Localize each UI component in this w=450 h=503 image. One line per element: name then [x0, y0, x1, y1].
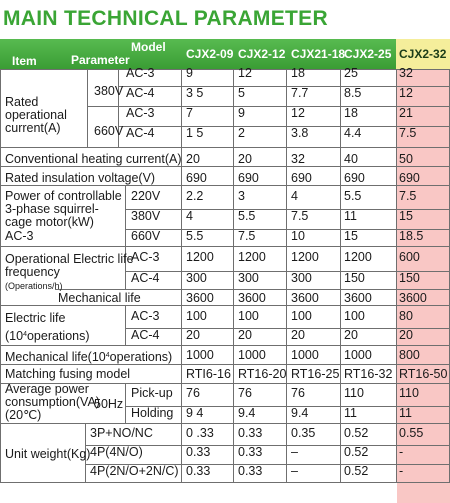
rated-current-row2-value-3: 7.7: [291, 86, 309, 100]
mechanical-life-value-1: 1000: [186, 348, 214, 362]
rated-current-row1-value-2: 12: [238, 66, 252, 80]
rated-current-row2-value-5: 12: [399, 86, 413, 100]
motor-power-row2-value-5: 15: [399, 209, 413, 223]
voltage-380v: 380V: [94, 84, 124, 98]
unit-weight-row1-value-4: 0.52: [344, 426, 369, 440]
motor-power-voltage-3: 660V: [131, 229, 161, 243]
insulation-voltage-value-2: 690: [238, 171, 259, 185]
motor-power-voltage-1: 220V: [131, 189, 161, 203]
rated-current-row4-value-2: 2: [238, 126, 245, 140]
mechanical-life-ops-value-3: 3600: [291, 291, 319, 305]
mechanical-life-value-3: 1000: [291, 348, 319, 362]
unit-weight-row2-value-1: 0.33: [186, 445, 211, 459]
motor-power-row2-value-3: 7.5: [291, 209, 309, 223]
model-header-3: CJX21-18: [291, 47, 346, 61]
mechanical-life-value-2: 1000: [238, 348, 266, 362]
rated-current-label-2: operational: [5, 108, 67, 122]
motor-power-row1-value-4: 5.5: [344, 189, 362, 203]
motor-power-voltage-2: 380V: [131, 209, 161, 223]
model-header-1: CJX2-09: [186, 47, 234, 61]
parameter-table: [0, 39, 450, 503]
unit-weight-row3-value-5: -: [399, 464, 404, 478]
rated-current-row1-value-5: 32: [399, 66, 413, 80]
power-mode-2: Holding: [131, 406, 174, 420]
model-header-5: CJX2-32: [399, 47, 447, 61]
voltage-660v: 660V: [94, 124, 124, 138]
mechanical-life-ops-value-4: 3600: [344, 291, 372, 305]
power-consumption-label-3: (20℃): [5, 408, 42, 422]
motor-power-row3-value-3: 10: [291, 229, 305, 243]
power-consumption-row2-value-4: 11: [344, 406, 357, 420]
unit-weight-row3-value-1: 0.33: [186, 464, 211, 478]
unit-weight-label: Unit weight(Kg): [5, 447, 91, 461]
ops-frequency-row2-value-3: 300: [291, 271, 312, 285]
rated-current-row4-value-5: 7.5: [399, 126, 417, 140]
insulation-voltage-value-3: 690: [291, 171, 312, 185]
electric-life-row2-value-5: 20: [399, 328, 413, 342]
fuse-value-3: RT16-25: [291, 367, 340, 381]
power-consumption-row2-value-5: 11: [399, 406, 412, 420]
power-consumption-row1-value-1: 76: [186, 386, 200, 400]
fuse-value-5: RT16-50: [399, 367, 448, 381]
heating-current-value-2: 20: [238, 152, 252, 166]
rated-current-row2-value-1: 3 5: [186, 86, 204, 100]
mechanical-life-ops-value-5: 3600: [399, 291, 427, 305]
rated-current-row3-value-1: 7: [186, 106, 193, 120]
electric-life-row1-value-3: 100: [291, 309, 312, 323]
model-label: Model: [131, 40, 166, 54]
unit-weight-config-2: 4P(4N/O): [90, 445, 143, 459]
heating-current-value-3: 32: [291, 152, 305, 166]
insulation-voltage-value-5: 690: [399, 171, 420, 185]
rated-current-row3-value-2: 9: [238, 106, 245, 120]
electric-life-label-1: Electric life: [5, 311, 66, 325]
rated-current-row1-value-1: 9: [186, 66, 193, 80]
ops-frequency-unit: (Operations/h): [5, 281, 63, 291]
electric-life-category-2: AC-4: [131, 328, 160, 342]
unit-weight-row3-value-3: –: [291, 464, 298, 478]
heating-current-value-5: 50: [399, 152, 413, 166]
power-consumption-row2-value-1: 9 4: [186, 406, 204, 420]
rated-current-category-4: AC-4: [126, 126, 155, 140]
unit-weight-config-1: 3P+NO/NC: [90, 426, 153, 440]
rated-current-row2-value-2: 5: [238, 86, 245, 100]
ops-frequency-row1-value-2: 1200: [238, 250, 266, 264]
electric-life-row1-value-4: 100: [344, 309, 365, 323]
ops-frequency-row1-value-3: 1200: [291, 250, 319, 264]
mechanical-life-value-5: 800: [399, 348, 420, 362]
rated-current-row3-value-3: 12: [291, 106, 305, 120]
rated-current-row1-value-3: 18: [291, 66, 305, 80]
motor-power-row3-value-2: 7.5: [238, 229, 256, 243]
power-consumption-row1-value-3: 76: [291, 386, 305, 400]
motor-power-row1-value-5: 7.5: [399, 189, 417, 203]
motor-power-row3-value-4: 15: [344, 229, 358, 243]
unit-weight-row1-value-2: 0.33: [238, 426, 263, 440]
ops-frequency-row1-value-1: 1200: [186, 250, 214, 264]
rated-current-label-1: Rated: [5, 95, 39, 109]
unit-weight-config-3: 4P(2N/O+2N/C): [90, 464, 179, 478]
unit-weight-row2-value-3: –: [291, 445, 298, 459]
model-header-4: CJX2-25: [344, 47, 392, 61]
fuse-value-4: RT16-32: [344, 367, 393, 381]
motor-power-row2-value-1: 4: [186, 209, 193, 223]
electric-life-row2-value-4: 20: [344, 328, 358, 342]
electric-life-row1-value-1: 100: [186, 309, 207, 323]
electric-life-row2-value-1: 20: [186, 328, 200, 342]
motor-power-label-2: 3-phase squirrel-: [5, 202, 99, 216]
insulation-voltage-value-1: 690: [186, 171, 207, 185]
power-consumption-row2-value-3: 9.4: [291, 406, 309, 420]
rated-current-row4-value-4: 4.4: [344, 126, 362, 140]
rated-current-row1-value-4: 25: [344, 66, 358, 80]
electric-life-row1-value-2: 100: [238, 309, 259, 323]
fuse-value-1: RTI6-16: [186, 367, 231, 381]
motor-power-row2-value-2: 5.5: [238, 209, 256, 223]
mechanical-life-ops-label: Mechanical life: [58, 291, 141, 305]
power-consumption-row1-value-5: 110: [399, 386, 419, 400]
unit-weight-row2-value-4: 0.52: [344, 445, 369, 459]
ops-frequency-row1-value-4: 1200: [344, 250, 372, 264]
unit-weight-row1-value-5: 0.55: [399, 426, 424, 440]
rated-current-row3-value-5: 21: [399, 106, 413, 120]
heating-current-value-4: 40: [344, 152, 358, 166]
ops-frequency-label-1: Operational Electric life: [5, 252, 134, 266]
rated-current-row4-value-3: 3.8: [291, 126, 309, 140]
electric-life-category-1: AC-3: [131, 309, 160, 323]
motor-power-row2-value-4: 11: [344, 209, 357, 223]
mechanical-life-ops-value-2: 3600: [238, 291, 266, 305]
rated-current-row4-value-1: 1 5: [186, 126, 204, 140]
mechanical-life-value-4: 1000: [344, 348, 372, 362]
ops-frequency-category-1: AC-3: [131, 250, 160, 264]
unit-weight-row2-value-2: 0.33: [238, 445, 263, 459]
ops-frequency-row2-value-5: 150: [399, 271, 420, 285]
unit-weight-row1-value-1: 0 .33: [186, 426, 214, 440]
unit-weight-row3-value-4: 0.52: [344, 464, 369, 478]
power-consumption-row2-value-2: 9.4: [238, 406, 256, 420]
electric-life-row2-value-2: 20: [238, 328, 252, 342]
insulation-voltage-label: Rated insulation voltage(V): [5, 171, 156, 185]
page-title: MAIN TECHNICAL PARAMETER: [3, 7, 328, 30]
ops-frequency-label-2: frequency: [5, 265, 60, 279]
ops-frequency-row1-value-5: 600: [399, 250, 420, 264]
fuse-value-2: RT16-20: [238, 367, 287, 381]
electric-life-row1-value-5: 80: [399, 309, 413, 323]
motor-power-label-4: AC-3: [5, 229, 34, 243]
rated-current-label-3: current(A): [5, 121, 61, 135]
unit-weight-row3-value-2: 0.33: [238, 464, 263, 478]
ops-frequency-row2-value-2: 300: [238, 271, 259, 285]
item-label: Item: [12, 54, 37, 68]
power-mode-1: Pick-up: [131, 386, 173, 400]
insulation-voltage-value-4: 690: [344, 171, 365, 185]
motor-power-row1-value-3: 4: [291, 189, 298, 203]
ops-frequency-row2-value-1: 300: [186, 271, 207, 285]
model-header-2: CJX2-12: [238, 47, 286, 61]
heating-current-label: Conventional heating current(A): [5, 152, 182, 166]
motor-power-row3-value-5: 18.5: [399, 229, 424, 243]
rated-current-category-1: AC-3: [126, 66, 155, 80]
ops-frequency-category-2: AC-4: [131, 271, 160, 285]
frequency-50hz: 50Hz: [94, 397, 124, 411]
motor-power-label-1: Power of controllable: [5, 189, 122, 203]
fuse-label: Matching fusing model: [5, 367, 131, 381]
rated-current-row2-value-4: 8.5: [344, 86, 362, 100]
rated-current-category-3: AC-3: [126, 106, 155, 120]
motor-power-row3-value-1: 5.5: [186, 229, 204, 243]
parameter-label: Parameter: [71, 53, 130, 67]
power-consumption-row1-value-2: 76: [238, 386, 252, 400]
power-consumption-row1-value-4: 110: [344, 386, 364, 400]
unit-weight-row2-value-5: -: [399, 445, 404, 459]
power-consumption-label-1: Average power: [5, 382, 89, 396]
mechanical-life-ops-value-1: 3600: [186, 291, 214, 305]
rated-current-row3-value-4: 18: [344, 106, 358, 120]
rated-current-category-2: AC-4: [126, 86, 155, 100]
electric-life-label-2: $(10^4operations)$: [5, 329, 90, 343]
mechanical-life-label: Mechanical $life(10^4operations)$: [5, 350, 173, 364]
motor-power-row1-value-1: 2.2: [186, 189, 204, 203]
motor-power-row1-value-2: 3: [238, 189, 245, 203]
electric-life-row2-value-3: 20: [291, 328, 305, 342]
power-consumption-label-2: consumption(VA): [5, 395, 100, 409]
ops-frequency-row2-value-4: 150: [344, 271, 365, 285]
unit-weight-row1-value-3: 0.35: [291, 426, 316, 440]
motor-power-label-3: cage motor(kW): [5, 215, 94, 229]
heating-current-value-1: 20: [186, 152, 200, 166]
